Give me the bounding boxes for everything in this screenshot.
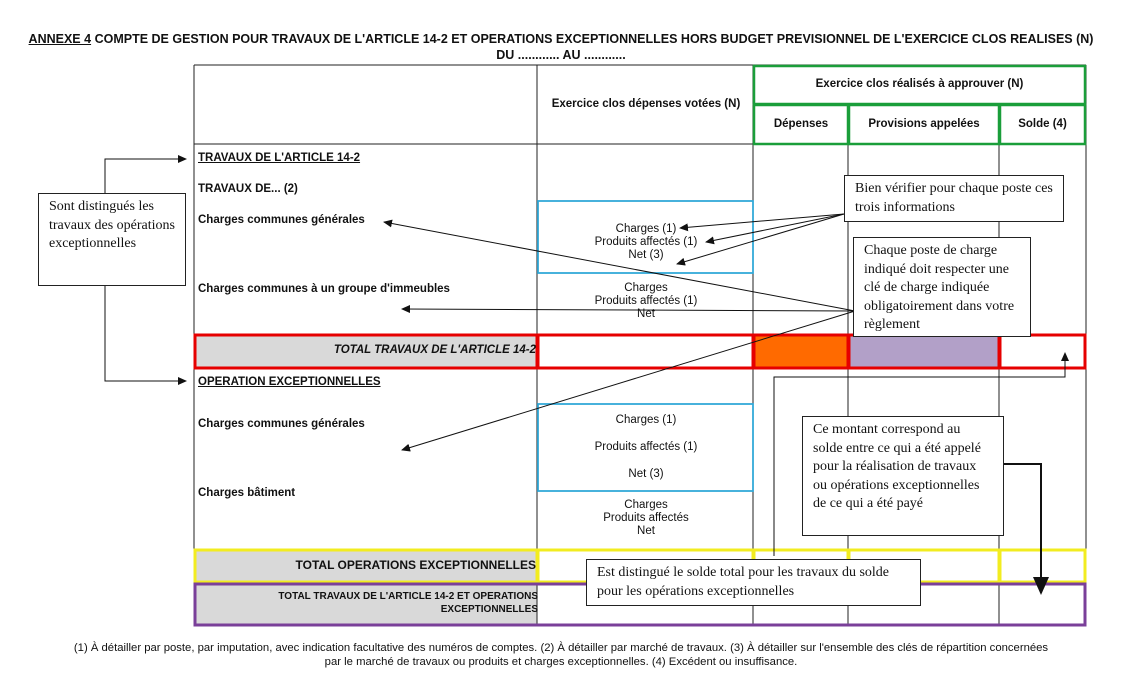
cell-group-4 bbox=[539, 499, 753, 538]
depenses-total-fill bbox=[754, 336, 848, 367]
row-total-global bbox=[196, 590, 538, 616]
cell-g3-produits: Produits affectés (1) bbox=[594, 441, 698, 453]
header-votes: Exercice clos dépenses votées (N) bbox=[551, 98, 741, 110]
cell-g2-produits: Produits affectés (1) bbox=[594, 295, 698, 307]
header-depenses: Dépenses bbox=[773, 118, 829, 130]
row-charges-communes-generales-1: Charges communes générales bbox=[198, 214, 365, 226]
cell-g3-net: Net (3) bbox=[628, 468, 664, 480]
row-total-operations: TOTAL OPERATIONS EXCEPTIONNELLES bbox=[295, 558, 536, 572]
cell-g4-charges: Charges bbox=[624, 499, 668, 511]
header-solde: Solde (4) bbox=[1018, 118, 1067, 130]
row-travaux-article: TRAVAUX DE L'ARTICLE 14-2 bbox=[198, 152, 361, 164]
annotation-verifier: Bien vérifier pour chaque poste ces trois informations bbox=[844, 175, 1064, 222]
row-travaux-de: TRAVAUX DE... (2) bbox=[198, 183, 298, 195]
cell-g3-charges: Charges (1) bbox=[615, 414, 677, 426]
annotation-solde-montant: Ce montant correspond au solde entre ce qui a été appelé pour la réalisation de travaux ou opérations exceptionnelles de ce qui a été payé bbox=[802, 416, 1004, 536]
cell-group-2 bbox=[539, 282, 753, 321]
cell-g1-net: Net (3) bbox=[628, 249, 664, 261]
footnote-line-2: par le marché de travaux ou produits et charges exceptionnelles. (4) Excédent ou insuffisance. bbox=[324, 656, 798, 668]
row-charges-communes-generales-2: Charges communes générales bbox=[198, 418, 365, 430]
footnote-line-1: (1) À détailler par poste, par imputation, avec indication facultative des numéros de comptes. (2) À détailler par marché de travaux. (3) À détailler sur l'ensemble des clés de répartition concernées bbox=[73, 642, 1049, 654]
title-text: COMPTE DE GESTION POUR TRAVAUX DE L'ARTICLE 14-2 ET OPERATIONS EXCEPTIONNELLES HORS BUDGET PREVISIONNEL DE L'EXERCICE CLOS REALISES (N) bbox=[94, 32, 1094, 46]
annotation-solde-total: Est distingué le solde total pour les travaux du solde pour les opérations exceptionnelles bbox=[586, 559, 921, 606]
row-charges-batiment: Charges bâtiment bbox=[198, 487, 296, 499]
cell-g4-produits: Produits affectés bbox=[603, 512, 689, 524]
row-operation-exceptionnelles: OPERATION EXCEPTIONNELLES bbox=[198, 376, 381, 388]
row-charges-groupe: Charges communes à un groupe d'immeubles bbox=[198, 283, 450, 295]
row-total-global-line-2: EXCEPTIONNELLES bbox=[440, 604, 538, 615]
title-line-2: DU ............ AU ............ bbox=[496, 48, 626, 62]
row-total-global-line-1: TOTAL TRAVAUX DE L'ARTICLE 14-2 ET OPERATIONS bbox=[278, 591, 538, 602]
cell-g2-net: Net bbox=[637, 308, 655, 320]
header-provisions: Provisions appelées bbox=[868, 118, 980, 130]
cell-g1-produits: Produits affectés (1) bbox=[594, 236, 698, 248]
footnotes bbox=[0, 641, 1122, 669]
annotation-distingues: Sont distingués les travaux des opérations exceptionnelles bbox=[38, 193, 186, 286]
cell-group-3 bbox=[539, 413, 753, 481]
cell-g4-net: Net bbox=[637, 525, 655, 537]
annotation-cle-charge: Chaque poste de charge indiqué doit respecter une clé de charge indiquée obligatoirement dans votre règlement bbox=[853, 237, 1031, 337]
cell-g1-charges: Charges (1) bbox=[615, 223, 677, 235]
header-realises: Exercice clos réalisés à approuver (N) bbox=[815, 78, 1024, 90]
annexe-label: ANNEXE 4 bbox=[28, 32, 92, 46]
row-total-travaux-article: TOTAL TRAVAUX DE L'ARTICLE 14-2 bbox=[333, 344, 536, 356]
cell-g2-charges: Charges bbox=[624, 282, 668, 294]
cell-group-1 bbox=[539, 223, 753, 262]
provisions-total-fill bbox=[849, 336, 999, 367]
